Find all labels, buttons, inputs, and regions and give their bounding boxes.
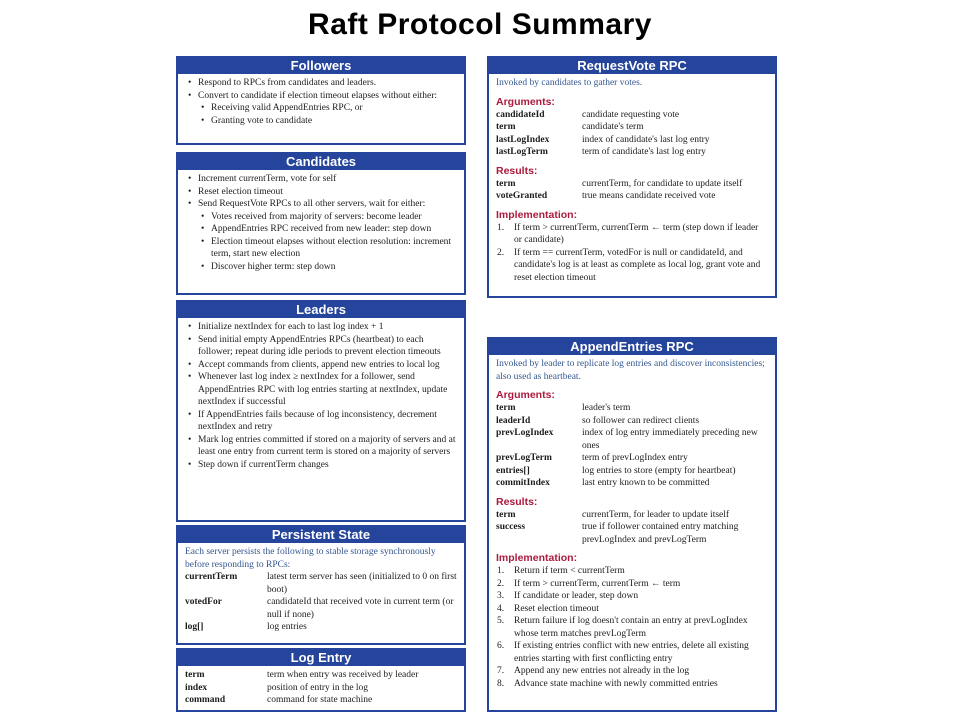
field-desc: currentTerm, for candidate to update itself bbox=[582, 178, 743, 189]
persistent-state-box-body bbox=[178, 543, 464, 636]
impl-step-number: 6. bbox=[497, 641, 505, 651]
request-vote-intro: Invoked by candidates to gather votes. bbox=[496, 78, 643, 88]
arguments-label: Arguments: bbox=[496, 389, 555, 401]
field-row bbox=[496, 415, 768, 428]
bullet-item bbox=[185, 321, 457, 334]
log-entry-box-body bbox=[178, 666, 464, 709]
bullet-text: If AppendEntries fails because of log inconsistency, decrement nextIndex and retry bbox=[198, 409, 437, 432]
bullet-text: Respond to RPCs from candidates and leaders. bbox=[198, 78, 377, 88]
bullet-item bbox=[185, 198, 457, 211]
followers-box bbox=[176, 56, 466, 145]
field-row bbox=[185, 694, 457, 707]
bullet-item bbox=[185, 459, 457, 472]
bullet-text: Mark log entries committed if stored on a majority of servers and at least one entry from current term is stored on a majority of servers bbox=[198, 434, 456, 457]
field-desc: log entries to store (empty for heartbeat) bbox=[582, 465, 736, 476]
persistent-state-box-title: Persistent State bbox=[178, 527, 464, 543]
persistent-state-box bbox=[176, 525, 466, 645]
log-entry-box bbox=[176, 648, 466, 712]
field-row bbox=[496, 121, 768, 134]
bullet-text: Granting vote to candidate bbox=[211, 115, 313, 126]
field-row bbox=[496, 402, 768, 415]
impl-step-text: Append any new entries not already in the log bbox=[514, 666, 690, 676]
bullet-item bbox=[185, 90, 457, 103]
field-desc: command for state machine bbox=[267, 695, 373, 705]
bullet-text: Reset election timeout bbox=[198, 186, 283, 197]
impl-step bbox=[496, 565, 768, 578]
impl-step-text: If candidate or leader, step down bbox=[514, 591, 639, 601]
field-name: prevLogIndex bbox=[496, 428, 554, 438]
leaders-box-body bbox=[178, 318, 464, 473]
bullet-item bbox=[185, 434, 457, 459]
field-row bbox=[185, 571, 457, 596]
field-desc: last entry known to be committed bbox=[582, 478, 710, 488]
implementation-label: Implementation: bbox=[496, 208, 578, 221]
field-desc: latest term server has seen (initialized to 0 on first boot) bbox=[267, 572, 457, 595]
bullet-item bbox=[198, 211, 457, 224]
impl-step-number: 7. bbox=[497, 666, 505, 676]
field-name: term bbox=[496, 122, 516, 132]
field-desc: position of entry in the log bbox=[267, 682, 369, 693]
page-title: Raft Protocol Summary bbox=[308, 8, 652, 41]
bullet-item bbox=[185, 359, 457, 372]
bullet-text: Send initial empty AppendEntries RPCs (heartbeat) to each follower; repeat during idle periods to prevent election timeouts bbox=[198, 334, 441, 357]
impl-step-text: Return if term < currentTerm bbox=[514, 566, 625, 576]
results-label: Results: bbox=[496, 495, 538, 508]
field-desc: so follower can redirect clients bbox=[582, 415, 700, 426]
candidates-box bbox=[176, 152, 466, 295]
impl-step-text: Advance state machine with newly committed entries bbox=[514, 678, 718, 689]
field-row bbox=[185, 621, 457, 634]
impl-step-text: If term > currentTerm, currentTerm ← term bbox=[514, 578, 681, 589]
bullet-text: Votes received from majority of servers: become leader bbox=[211, 211, 422, 222]
bullet-text: Initialize nextIndex for each to last log index + 1 bbox=[198, 322, 384, 332]
impl-step-text: If term == currentTerm, votedFor is null or candidateId, and candidate's log is at least as complete as local log, grant vote and reset election timeout bbox=[514, 247, 761, 283]
bullet-item bbox=[185, 409, 457, 434]
bullet-text: Accept commands from clients, append new entries to local log bbox=[198, 359, 440, 370]
field-row bbox=[185, 682, 457, 695]
append-entries-rpc-box bbox=[487, 337, 777, 712]
bullet-item bbox=[185, 371, 457, 409]
followers-box-title: Followers bbox=[178, 58, 464, 74]
impl-step-number: 4. bbox=[497, 603, 505, 614]
field-row bbox=[496, 178, 768, 191]
field-name: term bbox=[496, 178, 516, 189]
field-desc: leader's term bbox=[582, 403, 631, 413]
request-vote-box-title: RequestVote RPC bbox=[489, 58, 775, 74]
impl-step-number: 1. bbox=[497, 566, 505, 576]
field-name: term bbox=[496, 509, 516, 520]
impl-step bbox=[496, 603, 768, 616]
impl-step bbox=[496, 678, 768, 691]
bullet-text: Send RequestVote RPCs to all other servers, wait for either: bbox=[198, 199, 426, 209]
field-name: command bbox=[185, 695, 226, 705]
candidates-box-title: Candidates bbox=[178, 154, 464, 170]
field-desc: candidate requesting vote bbox=[582, 109, 680, 120]
field-desc: candidate's term bbox=[582, 122, 644, 132]
field-name: lastLogTerm bbox=[496, 147, 548, 157]
results-label: Results: bbox=[496, 164, 538, 177]
impl-step bbox=[496, 615, 768, 640]
field-name: entries[] bbox=[496, 465, 530, 476]
leaders-box-title: Leaders bbox=[178, 302, 464, 318]
field-name: voteGranted bbox=[496, 191, 548, 201]
arguments-label: Arguments: bbox=[496, 95, 555, 108]
bullet-item bbox=[185, 173, 457, 186]
field-name: log[] bbox=[185, 622, 204, 632]
field-desc: index of candidate's last log entry bbox=[582, 134, 710, 145]
field-name: term bbox=[496, 403, 516, 413]
field-name: currentTerm bbox=[185, 572, 238, 582]
field-row bbox=[185, 596, 457, 621]
field-name: lastLogIndex bbox=[496, 134, 550, 145]
bullet-item bbox=[198, 223, 457, 236]
field-name: candidateId bbox=[496, 109, 545, 120]
field-name: index bbox=[185, 682, 208, 693]
impl-step bbox=[496, 590, 768, 603]
impl-step-number: 8. bbox=[497, 678, 505, 689]
bullet-text: Step down if currentTerm changes bbox=[198, 459, 329, 470]
field-desc: term when entry was received by leader bbox=[267, 670, 419, 680]
field-row bbox=[496, 452, 768, 465]
request-vote-rpc-box bbox=[487, 56, 777, 298]
impl-step-number: 1. bbox=[497, 222, 505, 233]
append-entries-box-title: AppendEntries RPC bbox=[489, 339, 775, 355]
field-row bbox=[496, 427, 768, 452]
field-desc: currentTerm, for leader to update itself bbox=[582, 509, 730, 520]
impl-step-text: Return failure if log doesn't contain an entry at prevLogIndex whose term matches prevLogTerm bbox=[514, 616, 748, 639]
field-desc: term of prevLogIndex entry bbox=[582, 453, 688, 463]
append-entries-intro: Invoked by leader to replicate log entries and discover inconsistencies; also used as heartbeat. bbox=[496, 359, 765, 382]
bullet-item bbox=[185, 334, 457, 359]
impl-step bbox=[496, 222, 768, 247]
bullet-item bbox=[198, 102, 457, 115]
impl-step-number: 3. bbox=[497, 591, 505, 601]
field-desc: log entries bbox=[267, 622, 307, 632]
impl-step bbox=[496, 640, 768, 665]
impl-step-text: If existing entries conflict with new entries, delete all existing entries starting with first conflicting entry bbox=[514, 641, 749, 664]
field-desc: index of log entry immediately preceding new ones bbox=[582, 428, 758, 451]
field-name: leaderId bbox=[496, 415, 531, 426]
field-desc: true if follower contained entry matching prevLogIndex and prevLogTerm bbox=[582, 522, 739, 545]
field-name: prevLogTerm bbox=[496, 453, 552, 463]
field-row bbox=[496, 477, 768, 490]
bullet-text: Convert to candidate if election timeout elapses without either: bbox=[198, 90, 438, 101]
bullet-item bbox=[198, 236, 457, 261]
bullet-text: Receiving valid AppendEntries RPC, or bbox=[211, 103, 363, 113]
impl-step-number: 5. bbox=[497, 616, 505, 626]
bullet-item bbox=[185, 186, 457, 199]
request-vote-box-body bbox=[489, 74, 775, 286]
impl-step-number: 2. bbox=[497, 247, 505, 258]
bullet-item bbox=[185, 77, 457, 90]
field-row bbox=[496, 146, 768, 159]
followers-box-body bbox=[178, 74, 464, 129]
field-row bbox=[185, 669, 457, 682]
field-name: term bbox=[185, 670, 205, 680]
persistent-state-intro: Each server persists the following to stable storage synchronously before responding to RPCs: bbox=[185, 547, 436, 570]
bullet-text: Discover higher term: step down bbox=[211, 261, 336, 272]
bullet-item bbox=[198, 261, 457, 274]
bullet-text: AppendEntries RPC received from new leader: step down bbox=[211, 224, 432, 234]
leaders-box bbox=[176, 300, 466, 522]
impl-step bbox=[496, 578, 768, 591]
impl-step-text: Reset election timeout bbox=[514, 603, 599, 614]
impl-step-number: 2. bbox=[497, 578, 505, 589]
field-row bbox=[496, 521, 768, 546]
field-desc: candidateId that received vote in current term (or null if none) bbox=[267, 597, 454, 620]
field-row bbox=[496, 190, 768, 203]
append-entries-box-body bbox=[489, 355, 775, 692]
field-desc: true means candidate received vote bbox=[582, 191, 716, 201]
candidates-box-body bbox=[178, 170, 464, 275]
bullet-text: Whenever last log index ≥ nextIndex for a follower, send AppendEntries RPC with log entries starting at nextIndex, update nextIndex if successful bbox=[198, 372, 448, 407]
field-row bbox=[496, 509, 768, 522]
bullet-item bbox=[198, 115, 457, 128]
impl-step bbox=[496, 665, 768, 678]
field-name: success bbox=[496, 522, 526, 532]
field-row bbox=[496, 109, 768, 122]
impl-step-text: If term > currentTerm, currentTerm ← term (step down if leader or candidate) bbox=[514, 222, 759, 245]
field-name: votedFor bbox=[185, 597, 222, 607]
impl-step bbox=[496, 247, 768, 285]
log-entry-box-title: Log Entry bbox=[178, 650, 464, 666]
field-row bbox=[496, 134, 768, 147]
bullet-text: Election timeout elapses without election resolution: increment term, start new election bbox=[211, 236, 452, 259]
field-row bbox=[496, 465, 768, 478]
implementation-label: Implementation: bbox=[496, 552, 578, 564]
field-name: commitIndex bbox=[496, 478, 550, 488]
bullet-text: Increment currentTerm, vote for self bbox=[198, 174, 337, 184]
field-desc: term of candidate's last log entry bbox=[582, 147, 706, 157]
